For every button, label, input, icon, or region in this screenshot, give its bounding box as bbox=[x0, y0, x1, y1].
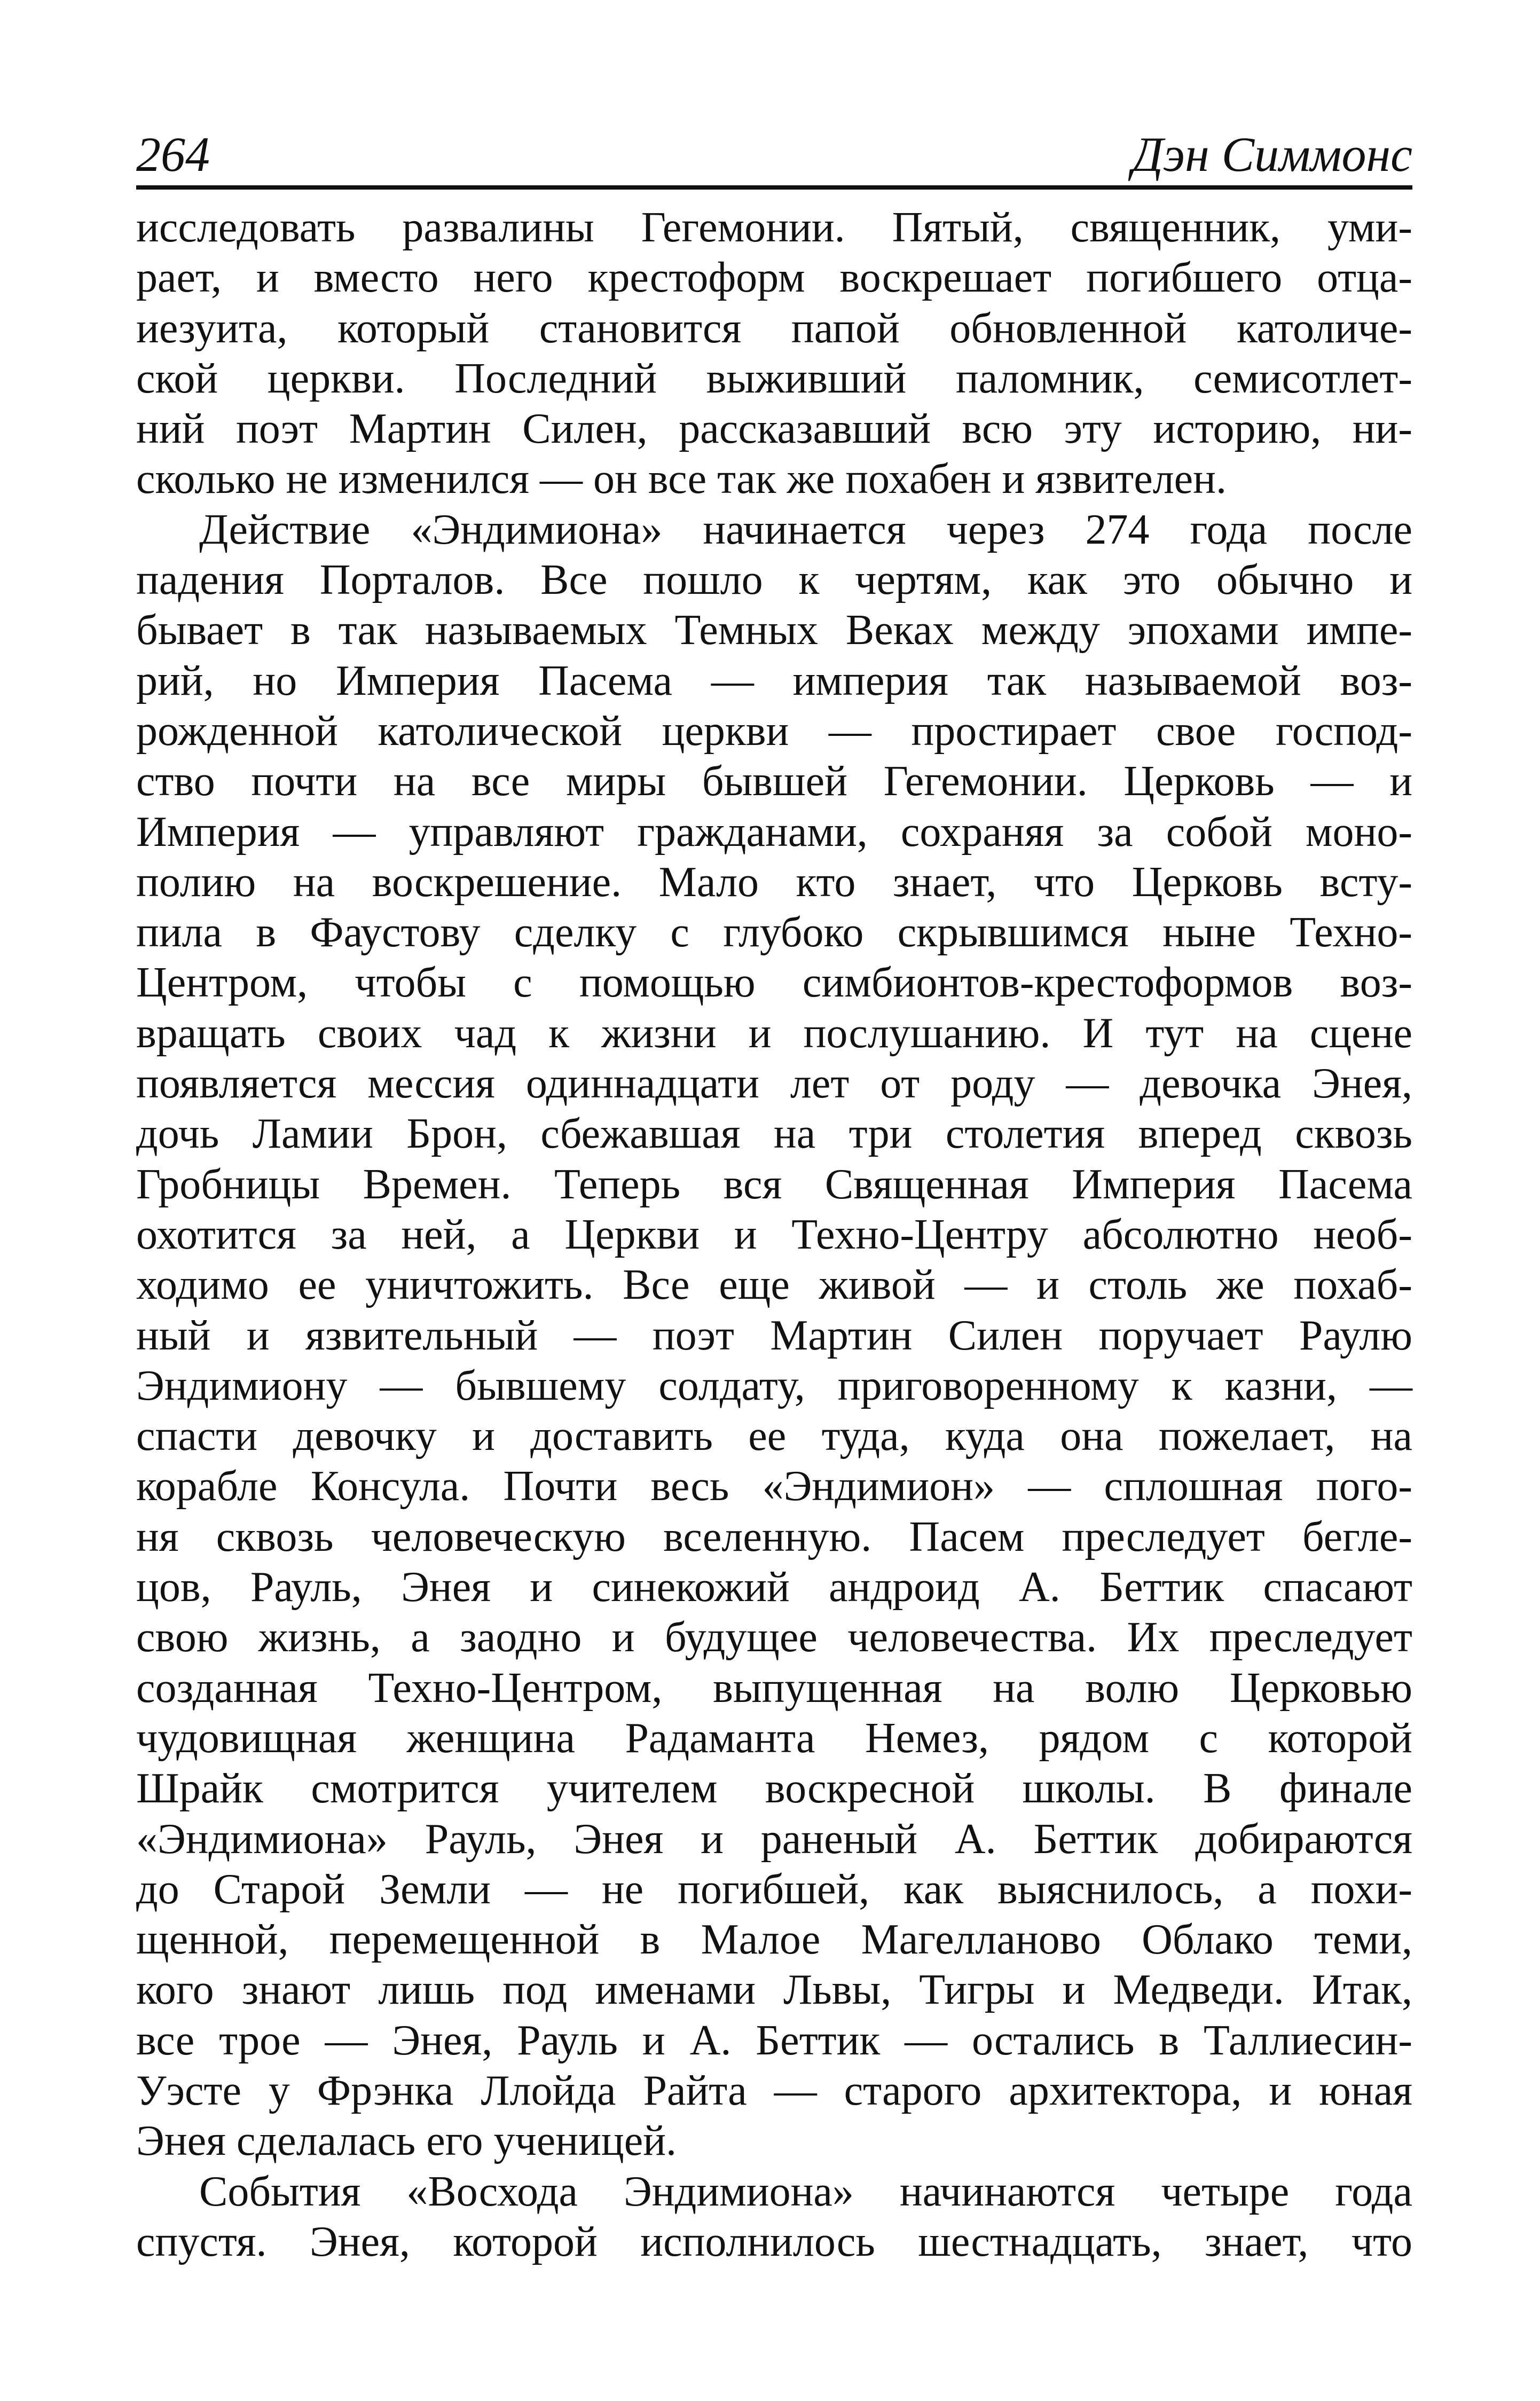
running-head bbox=[136, 120, 1412, 190]
text-line: ской церкви. Последний выживший паломник, семисотлет- bbox=[136, 355, 1412, 402]
text-line: спустя. Энея, которой исполнилось шестнадцать, знает, что bbox=[136, 2218, 1412, 2265]
text-line: все трое — Энея, Рауль и А. Беттик — остались в Таллиесин- bbox=[136, 2016, 1412, 2064]
text-line: События «Восхода Эндимиона» начинаются четыре года bbox=[199, 2168, 1412, 2215]
text-line: до Старой Земли — не погибшей, как выяснилось, а похи- bbox=[136, 1865, 1412, 1913]
body-text bbox=[136, 202, 1412, 2267]
text-line: падения Порталов. Все пошло к чертям, как это обычно и bbox=[136, 556, 1412, 604]
text-line: иезуита, который становится папой обновленной католиче- bbox=[136, 304, 1412, 352]
text-line: сколько не изменился — он все так же похабен и язвителен. bbox=[136, 456, 1227, 503]
book-page bbox=[136, 120, 1412, 2267]
text-line: спасти девочку и доставить ее туда, куда она пожелает, на bbox=[136, 1413, 1412, 1460]
text-line: ня сквозь человеческую вселенную. Пасем преследует бегле- bbox=[136, 1513, 1412, 1560]
text-line: Центром, чтобы с помощью симбионтов-крестоформов воз- bbox=[136, 959, 1412, 1007]
text-line: рожденной католической церкви — простирает свое господ- bbox=[136, 707, 1412, 755]
text-line: свою жизнь, а заодно и будущее человечества. Их преследует bbox=[136, 1614, 1412, 1661]
text-line: полию на воскрешение. Мало кто знает, что Церковь всту- bbox=[136, 858, 1412, 906]
text-line: появляется мессия одиннадцати лет от роду — девочка Энея, bbox=[136, 1060, 1412, 1108]
text-line: цов, Рауль, Энея и синекожий андроид А. Беттик спасают bbox=[136, 1564, 1412, 1611]
text-line: пила в Фаустову сделку с глубоко скрывшимся ныне Техно- bbox=[136, 909, 1412, 956]
text-line: ходимо ее уничтожить. Все еще живой — и столь же похаб- bbox=[136, 1261, 1412, 1309]
text-line: вращать своих чад к жизни и послушанию. И тут на сцене bbox=[136, 1009, 1412, 1057]
text-line: Империя — управляют гражданами, сохраняя за собой моно- bbox=[136, 808, 1412, 856]
text-line: корабле Консула. Почти весь «Эндимион» — сплошная пого- bbox=[136, 1463, 1412, 1510]
page-number: 264 bbox=[136, 127, 210, 182]
text-line: созданная Техно-Центром, выпущенная на волю Церковью bbox=[136, 1664, 1412, 1712]
text-line: Эндимиону — бывшему солдату, приговоренному к казни, — bbox=[136, 1362, 1412, 1409]
text-line: Действие «Эндимиона» начинается через 274 года после bbox=[199, 506, 1412, 553]
text-line: кого знают лишь под именами Львы, Тигры и Медведи. Итак, bbox=[136, 1966, 1412, 2014]
text-line: бывает в так называемых Темных Веках между эпохами импе- bbox=[136, 607, 1412, 654]
text-line: рий, но Империя Пасема — империя так называемой воз- bbox=[136, 657, 1412, 704]
text-line: ный и язвительный — поэт Мартин Силен поручает Раулю bbox=[136, 1312, 1412, 1359]
text-line: рает, и вместо него крестоформ воскрешает погибшего отца- bbox=[136, 254, 1412, 302]
text-line: Энея сделалась его ученицей. bbox=[136, 2117, 677, 2165]
text-line: чудовищная женщина Радаманта Немез, рядом с которой bbox=[136, 1714, 1412, 1762]
text-line: «Эндимиона» Рауль, Энея и раненый А. Беттик добираются bbox=[136, 1815, 1412, 1863]
author-name: Дэн Симмонс bbox=[1132, 127, 1412, 182]
text-line: дочь Ламии Брон, сбежавшая на три столетия вперед сквозь bbox=[136, 1110, 1412, 1158]
text-line: охотится за ней, а Церкви и Техно-Центру абсолютно необ- bbox=[136, 1211, 1412, 1258]
text-line: Гробницы Времен. Теперь вся Священная Империя Пасема bbox=[136, 1160, 1412, 1208]
text-line: Шрайк смотрится учителем воскресной школы. В финале bbox=[136, 1765, 1412, 1812]
text-line: щенной, перемещенной в Малое Магелланово Облако теми, bbox=[136, 1916, 1412, 1964]
text-line: Уэсте у Фрэнка Ллойда Райта — старого архитектора, и юная bbox=[136, 2067, 1412, 2114]
text-line: исследовать развалины Гегемонии. Пятый, священник, уми- bbox=[136, 204, 1412, 251]
text-line: ство почти на все миры бывшей Гегемонии. Церковь — и bbox=[136, 758, 1412, 805]
text-line: ний поэт Мартин Силен, рассказавший всю эту историю, ни- bbox=[136, 405, 1412, 453]
